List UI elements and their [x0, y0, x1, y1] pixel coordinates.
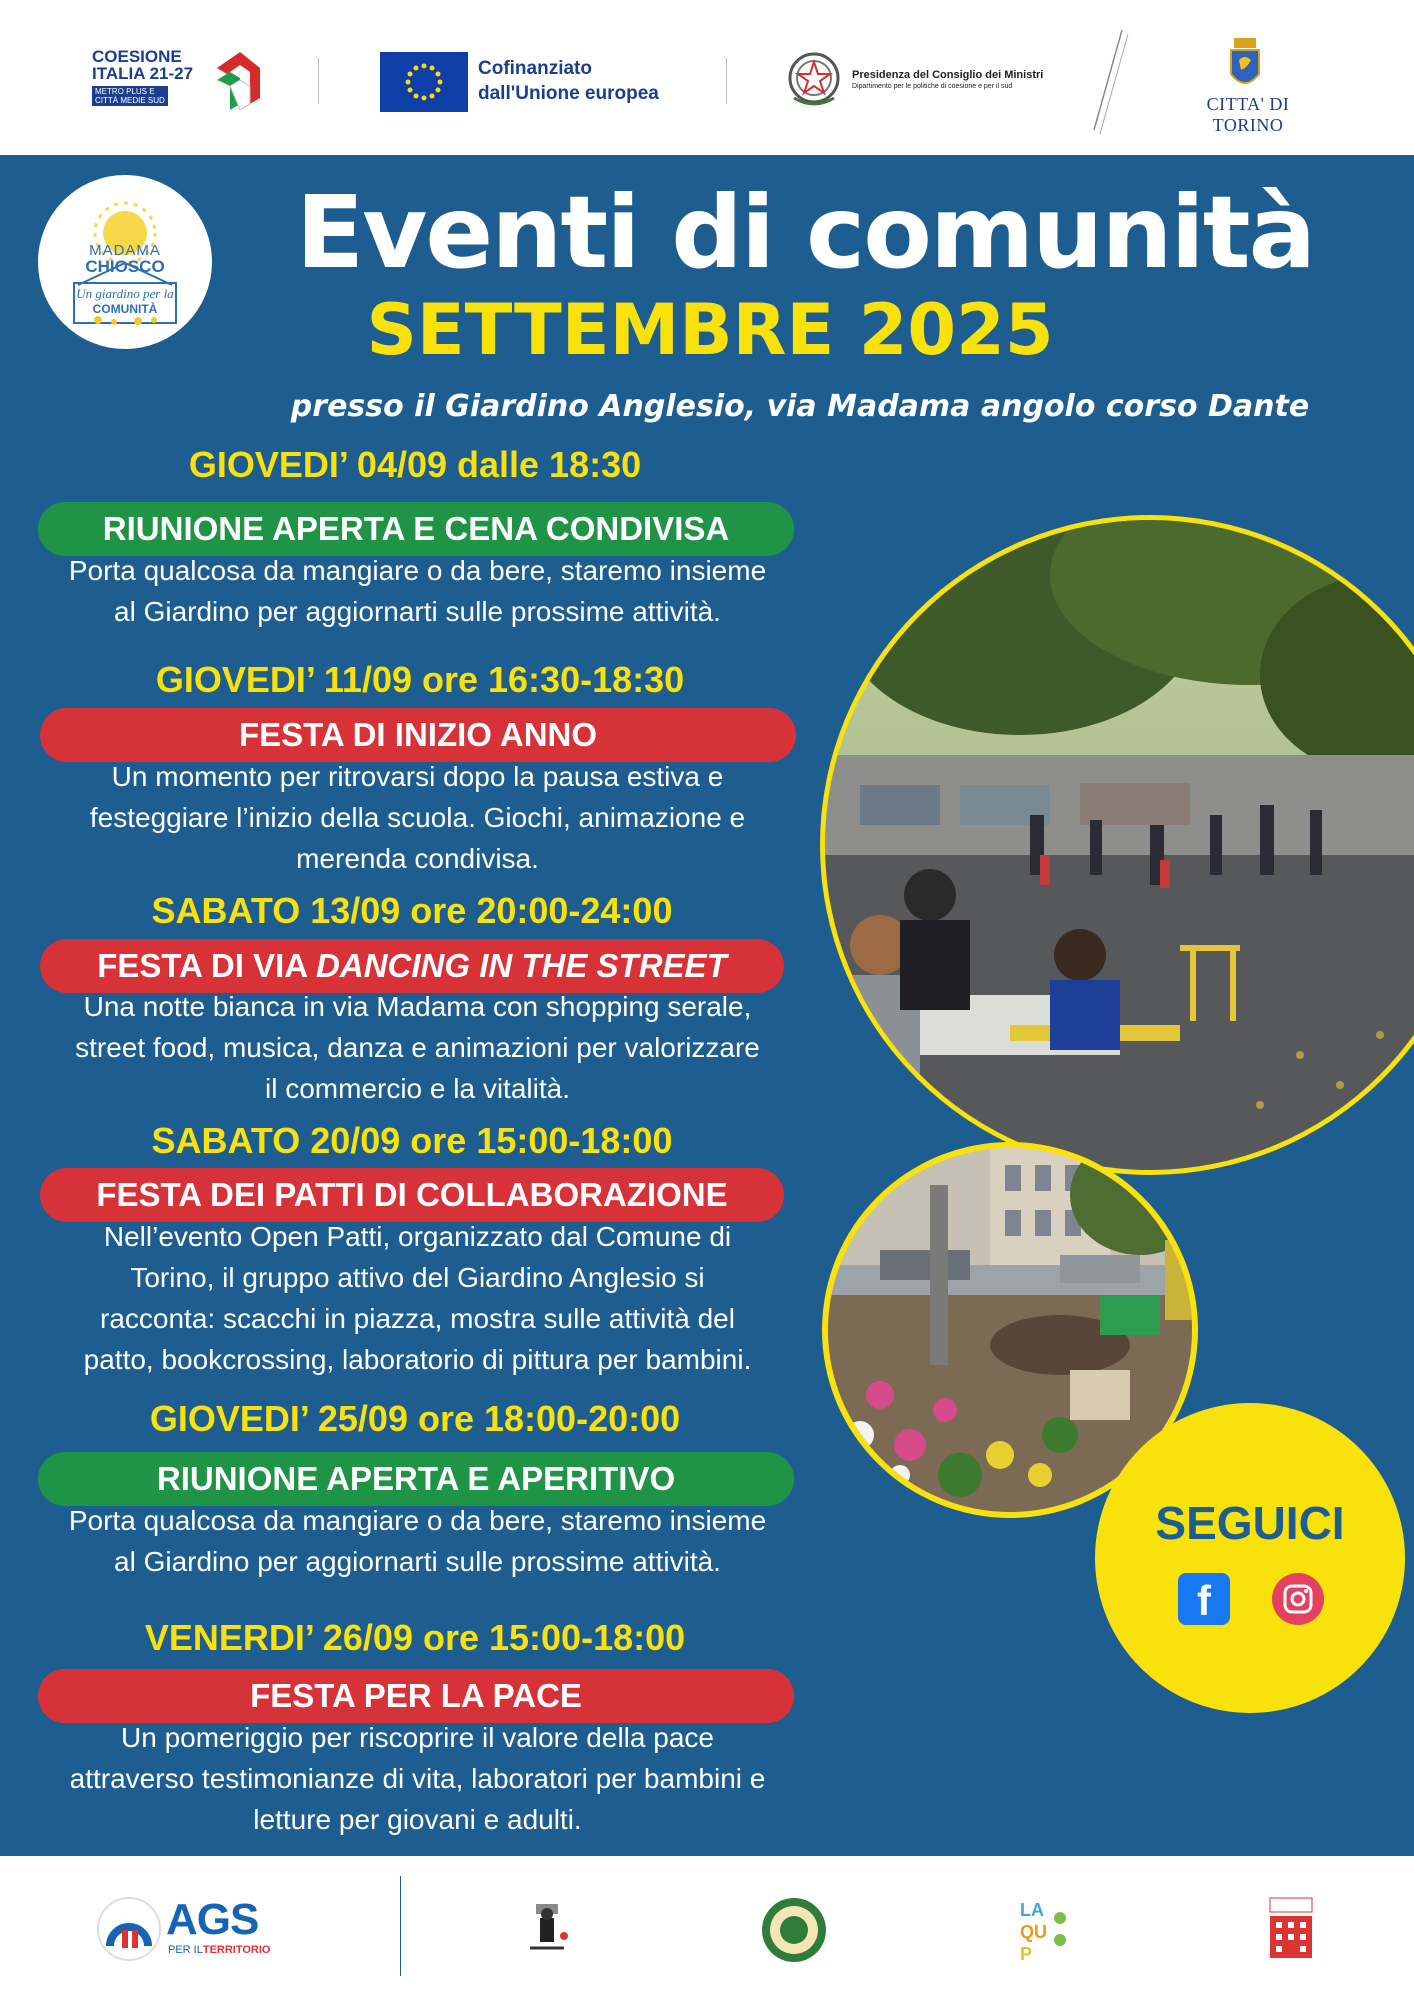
poster-main	[0, 155, 1414, 1856]
ags-logo-icon	[96, 1896, 162, 1962]
event-2-desc-line: festeggiare l’inizio della scuola. Giochi, animazione e	[89, 802, 746, 833]
header-divider	[726, 58, 727, 104]
svg-text:LA: LA	[1020, 1900, 1044, 1920]
instagram-icon[interactable]	[1272, 1573, 1324, 1625]
event-6-name: FESTA PER LA PACE	[38, 1669, 794, 1723]
ags-logo-text: AGS	[166, 1895, 259, 1944]
event-4-description	[30, 1216, 805, 1380]
poster-subtitle: SETTEMBRE 2025	[366, 289, 1054, 371]
header-logos-bar	[0, 0, 1414, 155]
event-1-name: RIUNIONE APERTA E CENA CONDIVISA	[38, 502, 794, 556]
event-5-date: GIOVEDI’ 25/09 ore 18:00-20:00	[149, 1398, 681, 1439]
coesione-tag-line1: METRO PLUS E	[95, 87, 155, 96]
event-1-desc-line: al Giardino per aggiornarti sulle prossime attività.	[114, 596, 721, 627]
coesione-tag-line2: CITTÀ MEDIE SUD	[95, 96, 165, 105]
facebook-icon[interactable]: f	[1178, 1573, 1230, 1625]
eu-text-line2: dall'Unione europea	[478, 83, 659, 104]
event-5-name: RIUNIONE APERTA E APERITIVO	[38, 1452, 794, 1506]
svg-text:P: P	[1020, 1944, 1033, 1964]
event-1-description	[30, 550, 805, 632]
eu-flag-icon	[380, 52, 468, 112]
poster-title: Eventi di comunità	[295, 174, 1315, 291]
event-4-desc-line: Nell’evento Open Patti, organizzato dal Comune di	[103, 1221, 732, 1252]
logo-line2: CHIOSCO	[85, 257, 165, 276]
header-divider	[318, 58, 319, 104]
presidenza-consiglio-text	[852, 68, 1043, 92]
footer-divider	[400, 1876, 401, 1976]
event-3-name-prefix: FESTA DI VIA	[97, 947, 317, 984]
event-4-date: SABATO 20/09 ore 15:00-18:00	[151, 1120, 673, 1161]
event-3-desc-line: Una notte bianca in via Madama con shopping serale,	[83, 991, 752, 1022]
eu-cofinanced-text	[478, 56, 659, 106]
event-2-date: GIOVEDI’ 11/09 ore 16:30-18:30	[155, 659, 685, 700]
event-location: presso il Giardino Anglesio, via Madama angolo corso Dante	[290, 389, 1310, 424]
madama-chiosco-logo	[38, 175, 212, 349]
event-2-desc-line: Un momento per ritrovarsi dopo la pausa estiva e	[111, 761, 724, 792]
ags-sub2: TERRITORIO	[202, 1944, 271, 1956]
coesione-line2: ITALIA 21-27	[92, 64, 194, 83]
event-6-date: VENERDI’ 26/09 ore 15:00-18:00	[144, 1617, 686, 1658]
gov-text-line2: Dipartimento per le politiche di coesione e per il sud	[852, 83, 1013, 90]
event-4-desc-line: Torino, il gruppo attivo del Giardino Anglesio si	[130, 1262, 705, 1293]
event-5-description	[30, 1500, 805, 1582]
laqup-logo-icon	[1016, 1892, 1072, 1964]
event-3-desc-line: il commercio e la vitalità.	[265, 1073, 570, 1104]
event-3-name	[40, 939, 784, 993]
event-1-desc-line: Porta qualcosa da mangiare o da bere, staremo insieme	[68, 555, 767, 586]
seguici-badge	[1095, 1403, 1405, 1713]
event-6-desc-line: attraverso testimonianze di vita, laboratori per bambini e	[69, 1763, 766, 1794]
eu-text-line1: Cofinanziato	[478, 58, 592, 79]
coesione-tag	[92, 86, 168, 106]
event-4-name: FESTA DEI PATTI DI COLLABORAZIONE	[40, 1168, 784, 1222]
event-2-description	[30, 756, 805, 879]
event-3-name-italic: DANCING IN THE STREET	[316, 947, 727, 984]
coesione-line1: COESIONE	[92, 47, 182, 66]
coesione-arrow-icon	[212, 48, 262, 110]
event-5-desc-line: al Giardino per aggiornarti sulle prossime attività.	[114, 1546, 721, 1577]
event-5-desc-line: Porta qualcosa da mangiare o da bere, staremo insieme	[68, 1505, 767, 1536]
torino-crest-icon	[1228, 36, 1262, 92]
event-6-desc-line: letture per giovani e adulti.	[253, 1804, 582, 1835]
partner-logo-reading-icon	[518, 1898, 574, 1962]
header-slash-divider	[1090, 30, 1130, 135]
logo-line3: Un giardino per la	[76, 286, 174, 301]
event-1-date: GIOVEDI’ 04/09 dalle 18:30	[188, 444, 642, 485]
logo-line1: MADAMA	[89, 242, 161, 259]
svg-text:QU: QU	[1020, 1922, 1047, 1942]
event-2-name: FESTA DI INIZIO ANNO	[40, 708, 796, 762]
event-3-date: SABATO 13/09 ore 20:00-24:00	[151, 890, 673, 931]
gov-text-line1: Presidenza del Consiglio dei Ministri	[852, 69, 1044, 81]
ags-logo-subtext	[168, 1944, 271, 1956]
citta-di-torino-text: CITTA' DI TORINO	[1206, 94, 1290, 135]
event-4-desc-line: racconta: scacchi in piazza, mostra sulle attività del	[100, 1303, 735, 1334]
partner-logo-circle-icon	[760, 1896, 828, 1964]
event-6-description	[30, 1717, 805, 1840]
partner-logo-building-icon	[1268, 1896, 1314, 1960]
italian-republic-emblem-icon	[786, 50, 842, 110]
photo-children-drawing	[800, 465, 1414, 1185]
event-6-desc-line: Un pomeriggio per riscoprire il valore della pace	[121, 1722, 714, 1753]
event-3-description	[30, 986, 805, 1109]
event-4-desc-line: patto, bookcrossing, laboratorio di pittura per bambini.	[83, 1344, 752, 1375]
seguici-label: SEGUICI	[1155, 1497, 1345, 1549]
ags-sub1: PER IL	[168, 1944, 203, 1956]
logo-line4: COMUNITÀ	[92, 302, 158, 316]
event-2-desc-line: merenda condivisa.	[296, 843, 539, 874]
event-3-desc-line: street food, musica, danza e animazioni per valorizzare	[75, 1032, 760, 1063]
